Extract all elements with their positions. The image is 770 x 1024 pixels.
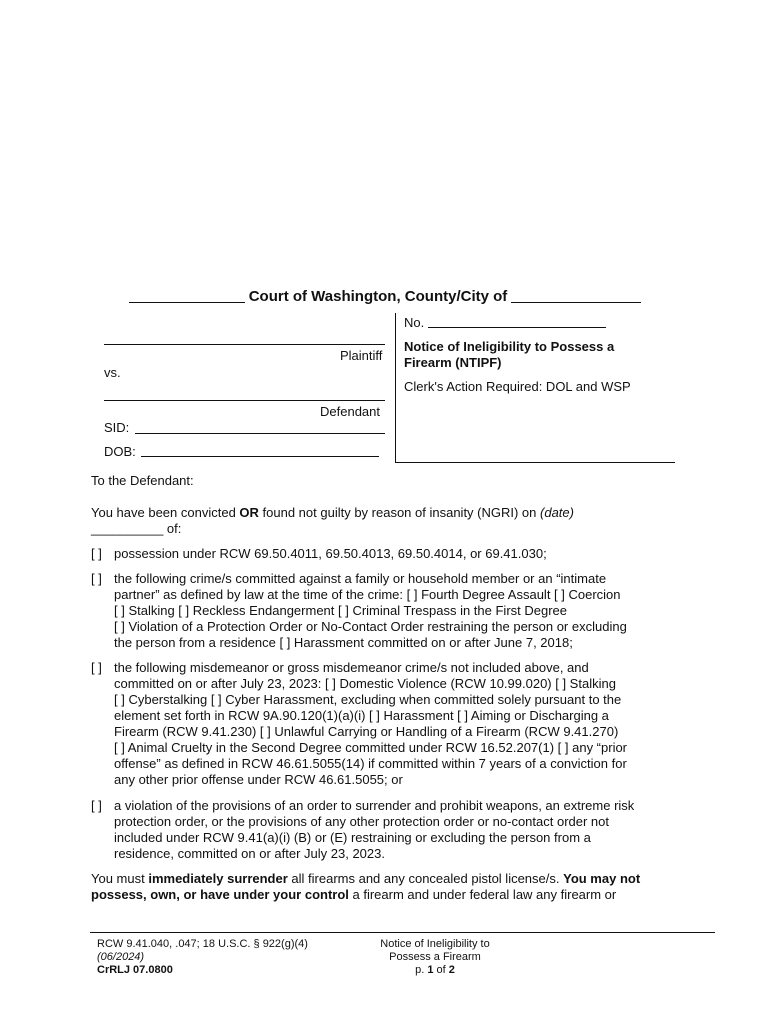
surrender-paragraph: You must immediately surrender all firearms and any concealed pistol license/s. You may not possess, own, or have under your control a firearm and under federal law any firearm or (91, 871, 641, 902)
sid-label: SID: (104, 420, 130, 435)
dob-label: DOB: (104, 444, 136, 459)
footer-date-code: (06/2024) (97, 951, 145, 963)
intro-paragraph: You have been convicted OR found not guilty by reason of insanity (NGRI) on (date) __________ of: (91, 505, 574, 536)
checkbox[interactable]: [ ] (91, 798, 102, 813)
footer-form-number: CrRLJ 07.0800 (97, 964, 173, 976)
salutation: To the Defendant: (91, 473, 194, 488)
vs-label: vs. (104, 365, 121, 380)
county-blank[interactable] (129, 288, 245, 303)
plaintiff-label: Plaintiff (340, 348, 383, 363)
caption-divider (395, 313, 396, 463)
caption-bottom-rule (395, 462, 675, 463)
page-indicator: p. 1 of 2 (415, 964, 455, 976)
case-number-label: No. (404, 315, 425, 330)
footer-citation: RCW 9.41.040, .047; 18 U.S.C. § 922(g)(4) (97, 938, 308, 950)
clerk-action: Clerk's Action Required: DOL and WSP (404, 379, 631, 394)
footer-form-title: Notice of Ineligibility to Possess a Firearm p. 1 of 2 (340, 938, 530, 977)
checkbox[interactable]: [ ] (91, 571, 102, 586)
dob-field[interactable] (141, 456, 379, 457)
plaintiff-name-line[interactable] (104, 344, 385, 345)
checkbox[interactable]: [ ] (91, 546, 102, 561)
defendant-name-line[interactable] (104, 400, 385, 401)
court-title: Court of Washington, County/City of (0, 288, 770, 305)
checkbox[interactable]: [ ] (91, 660, 102, 675)
document-title: Notice of Ineligibility to Possess a Firearm (NTIPF) (404, 339, 615, 370)
defendant-label: Defendant (320, 404, 380, 419)
case-number-field[interactable] (428, 327, 606, 328)
city-blank[interactable] (511, 288, 641, 303)
sid-field[interactable] (135, 433, 385, 434)
footer-rule (90, 932, 715, 933)
